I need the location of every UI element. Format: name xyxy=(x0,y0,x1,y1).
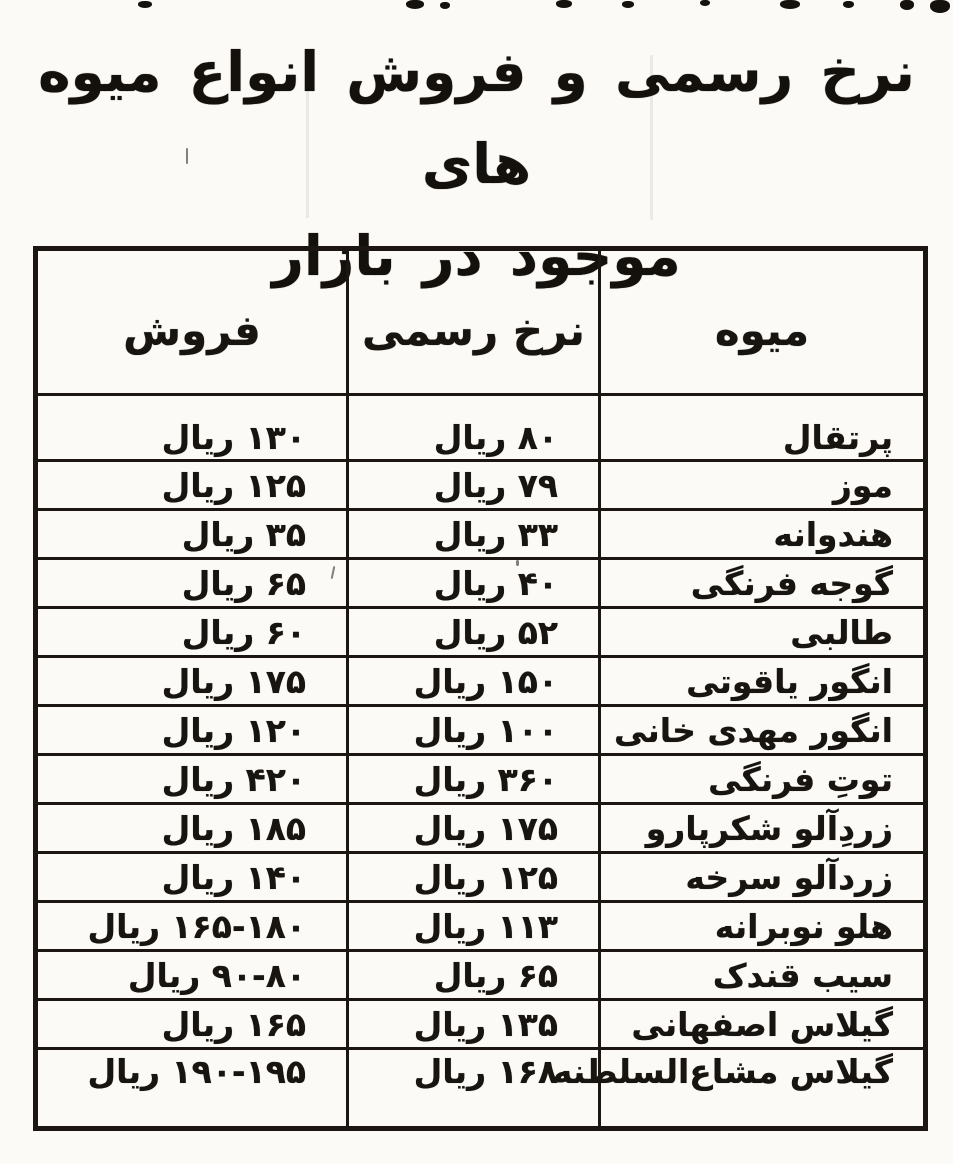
fruit-name-cell: گیلاس اصفهانی xyxy=(600,1000,926,1049)
official-rate-cell: ۵۲ ریال xyxy=(348,608,600,657)
official-rate-cell: ۸۰ ریال xyxy=(348,395,600,461)
table-row xyxy=(36,951,926,1000)
table-row xyxy=(36,804,926,853)
official-rate-cell: ۳۶۰ ریال xyxy=(348,755,600,804)
official-rate-cell: ۱۳۵ ریال xyxy=(348,1000,600,1049)
sale-price-cell: ۱۶۵-۱۸۰ ریال xyxy=(36,902,348,951)
official-rate-cell: ۶۵ ریال xyxy=(348,951,600,1000)
sale-price-cell: ۱۸۵ ریال xyxy=(36,804,348,853)
fruit-name-cell: پرتقال xyxy=(600,395,926,461)
sale-price-cell: ۱۲۰ ریال xyxy=(36,706,348,755)
sale-price-cell: ۹۰-۸۰ ریال xyxy=(36,951,348,1000)
table-row xyxy=(36,608,926,657)
cropped-text-fragment xyxy=(0,0,953,16)
sale-price-cell: ۶۰ ریال xyxy=(36,608,348,657)
official-rate-cell: ۱۲۵ ریال xyxy=(348,853,600,902)
sale-price-cell: ۱۳۰ ریال xyxy=(36,395,348,461)
fruit-name-cell: زردِآلو شکرپارو xyxy=(600,804,926,853)
sale-price-cell: ۱۲۵ ریال xyxy=(36,461,348,510)
sale-price-cell: ۱۹۰-۱۹۵ ریال xyxy=(36,1049,348,1129)
table-row xyxy=(36,853,926,902)
fruit-price-table xyxy=(33,246,928,1131)
table-row xyxy=(36,706,926,755)
table-row xyxy=(36,510,926,559)
fruit-name-cell: انگور مهدی خانی xyxy=(600,706,926,755)
table-row xyxy=(36,1000,926,1049)
table-row xyxy=(36,395,926,461)
sale-price-cell: ۴۲۰ ریال xyxy=(36,755,348,804)
table-row xyxy=(36,559,926,608)
sale-price-cell: ۱۷۵ ریال xyxy=(36,657,348,706)
page-title-line2: موجود در بازار xyxy=(272,224,681,288)
table-row xyxy=(36,657,926,706)
column-header-fruit: میوه xyxy=(600,249,926,395)
table-body xyxy=(36,395,926,1129)
fruit-name-cell: موز xyxy=(600,461,926,510)
table-row xyxy=(36,902,926,951)
column-header-sale-price: فروش xyxy=(36,249,348,395)
fruit-name-cell: گیلاس مشاع‌السلطنه xyxy=(600,1049,926,1129)
official-rate-cell: ۱۷۵ ریال xyxy=(348,804,600,853)
official-rate-cell: ۱۵۰ ریال xyxy=(348,657,600,706)
fruit-name-cell: هلو نوبرانه xyxy=(600,902,926,951)
official-rate-cell: ۱۱۳ ریال xyxy=(348,902,600,951)
page-title-line1: نرخ رسمی و فروش انواع میوه های xyxy=(38,40,915,196)
sale-price-cell: ۱۶۵ ریال xyxy=(36,1000,348,1049)
sale-price-cell: ۶۵ ریال xyxy=(36,559,348,608)
official-rate-cell: ۷۹ ریال xyxy=(348,461,600,510)
table-row xyxy=(36,755,926,804)
fruit-name-cell: انگور یاقوتی xyxy=(600,657,926,706)
official-rate-cell: ۱۰۰ ریال xyxy=(348,706,600,755)
fruit-name-cell: سیب قندک xyxy=(600,951,926,1000)
fruit-name-cell: توتِ فرنگی xyxy=(600,755,926,804)
official-rate-cell: ۱۶۸ ریال xyxy=(348,1049,600,1129)
sale-price-cell: ۳۵ ریال xyxy=(36,510,348,559)
official-rate-cell: ۴۰ ریال xyxy=(348,559,600,608)
table-header xyxy=(36,249,926,395)
sale-price-cell: ۱۴۰ ریال xyxy=(36,853,348,902)
table-header-row xyxy=(36,249,926,395)
fruit-name-cell: زردآلو سرخه xyxy=(600,853,926,902)
table-row xyxy=(36,1049,926,1129)
fruit-name-cell: طالبی xyxy=(600,608,926,657)
table-row xyxy=(36,461,926,510)
fruit-name-cell: گوجه فرنگی xyxy=(600,559,926,608)
fruit-name-cell: هندوانه xyxy=(600,510,926,559)
column-header-official-rate: نرخ رسمی xyxy=(348,249,600,395)
official-rate-cell: ۳۳ ریال xyxy=(348,510,600,559)
